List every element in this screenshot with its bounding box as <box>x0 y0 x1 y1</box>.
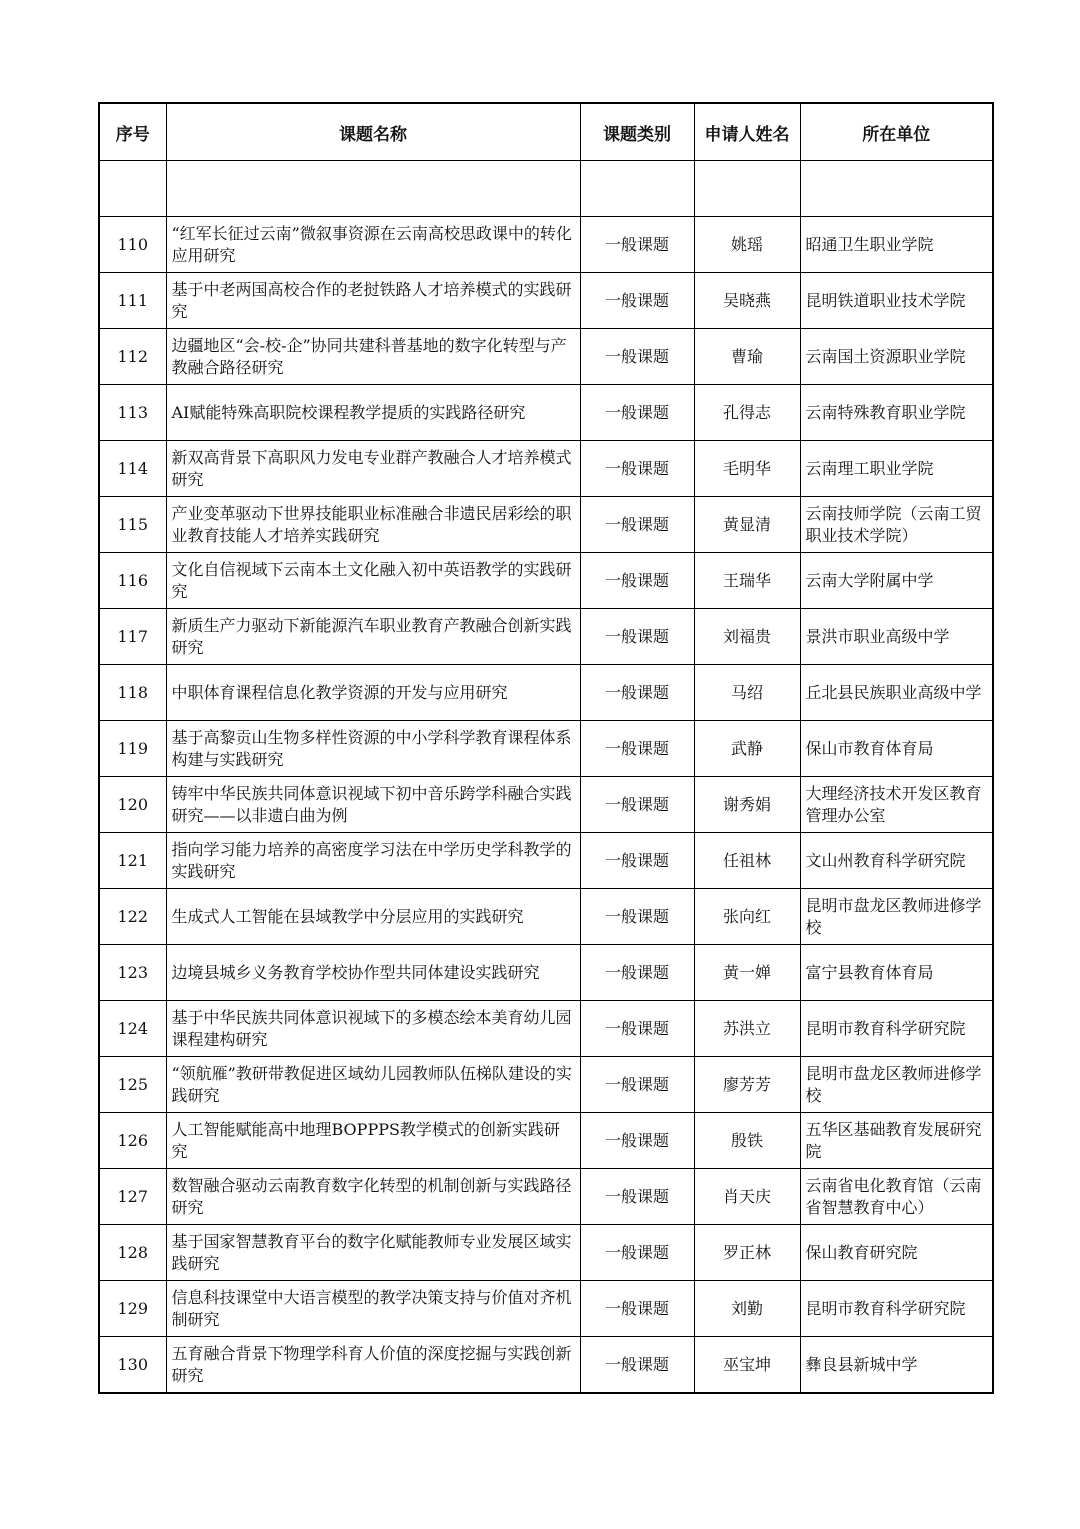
cell-seq: 119 <box>99 721 166 777</box>
cell-category: 一般课题 <box>580 553 694 609</box>
cell-unit: 五华区基础教育发展研究院 <box>800 1113 993 1169</box>
cell-category: 一般课题 <box>580 889 694 945</box>
table-row <box>99 1169 993 1225</box>
blank-cell <box>99 161 166 217</box>
table-row <box>99 1225 993 1281</box>
cell-category: 一般课题 <box>580 1281 694 1337</box>
table-row <box>99 1337 993 1394</box>
cell-category: 一般课题 <box>580 777 694 833</box>
cell-seq: 113 <box>99 385 166 441</box>
table-header-row <box>99 103 993 161</box>
cell-category: 一般课题 <box>580 1057 694 1113</box>
cell-title: 铸牢中华民族共同体意识视域下初中音乐跨学科融合实践研究——以非遗白曲为例 <box>166 777 580 833</box>
cell-applicant: 苏洪立 <box>694 1001 800 1057</box>
cell-seq: 125 <box>99 1057 166 1113</box>
cell-unit: 保山教育研究院 <box>800 1225 993 1281</box>
cell-unit: 云南技师学院（云南工贸职业技术学院） <box>800 497 993 553</box>
header-title: 课题名称 <box>166 103 580 161</box>
cell-title: 生成式人工智能在县域教学中分层应用的实践研究 <box>166 889 580 945</box>
cell-applicant: 刘福贵 <box>694 609 800 665</box>
cell-applicant: 廖芳芳 <box>694 1057 800 1113</box>
cell-title: 边境县城乡义务教育学校协作型共同体建设实践研究 <box>166 945 580 1001</box>
cell-title: 五育融合背景下物理学科育人价值的深度挖掘与实践创新研究 <box>166 1337 580 1394</box>
cell-title: “领航雁”教研带教促进区域幼儿园教师队伍梯队建设的实践研究 <box>166 1057 580 1113</box>
blank-cell <box>580 161 694 217</box>
table-row <box>99 1281 993 1337</box>
table-row <box>99 1057 993 1113</box>
blank-cell <box>800 161 993 217</box>
cell-applicant: 吴晓燕 <box>694 273 800 329</box>
cell-seq: 114 <box>99 441 166 497</box>
cell-title: 基于中华民族共同体意识视域下的多模态绘本美育幼儿园课程建构研究 <box>166 1001 580 1057</box>
cell-category: 一般课题 <box>580 1169 694 1225</box>
cell-unit: 保山市教育体育局 <box>800 721 993 777</box>
table-row <box>99 665 993 721</box>
cell-unit: 大理经济技术开发区教育管理办公室 <box>800 777 993 833</box>
cell-title: 信息科技课堂中大语言模型的教学决策支持与价值对齐机制研究 <box>166 1281 580 1337</box>
cell-seq: 127 <box>99 1169 166 1225</box>
cell-seq: 112 <box>99 329 166 385</box>
cell-unit: 云南大学附属中学 <box>800 553 993 609</box>
cell-category: 一般课题 <box>580 833 694 889</box>
cell-unit: 云南特殊教育职业学院 <box>800 385 993 441</box>
cell-title: 产业变革驱动下世界技能职业标准融合非遗民居彩绘的职业教育技能人才培养实践研究 <box>166 497 580 553</box>
cell-category: 一般课题 <box>580 1225 694 1281</box>
table-row <box>99 889 993 945</box>
cell-seq: 118 <box>99 665 166 721</box>
cell-applicant: 马绍 <box>694 665 800 721</box>
cell-unit: 文山州教育科学研究院 <box>800 833 993 889</box>
cell-seq: 122 <box>99 889 166 945</box>
cell-category: 一般课题 <box>580 329 694 385</box>
cell-title: AI赋能特殊高职院校课程教学提质的实践路径研究 <box>166 385 580 441</box>
cell-applicant: 罗正林 <box>694 1225 800 1281</box>
cell-seq: 117 <box>99 609 166 665</box>
table-row <box>99 217 993 273</box>
cell-unit: 富宁县教育体育局 <box>800 945 993 1001</box>
cell-seq: 121 <box>99 833 166 889</box>
cell-applicant: 曹瑜 <box>694 329 800 385</box>
table-row <box>99 833 993 889</box>
cell-category: 一般课题 <box>580 385 694 441</box>
cell-unit: 昆明市盘龙区教师进修学校 <box>800 889 993 945</box>
cell-title: “红军长征过云南”微叙事资源在云南高校思政课中的转化应用研究 <box>166 217 580 273</box>
cell-seq: 120 <box>99 777 166 833</box>
table-row <box>99 273 993 329</box>
cell-category: 一般课题 <box>580 945 694 1001</box>
table-row <box>99 945 993 1001</box>
cell-applicant: 肖天庆 <box>694 1169 800 1225</box>
cell-category: 一般课题 <box>580 665 694 721</box>
cell-title: 文化自信视域下云南本土文化融入初中英语教学的实践研究 <box>166 553 580 609</box>
cell-applicant: 姚瑶 <box>694 217 800 273</box>
table-row <box>99 609 993 665</box>
table-row <box>99 441 993 497</box>
cell-title: 人工智能赋能高中地理BOPPPS教学模式的创新实践研究 <box>166 1113 580 1169</box>
cell-title: 指向学习能力培养的高密度学习法在中学历史学科教学的实践研究 <box>166 833 580 889</box>
blank-row <box>99 161 993 217</box>
cell-seq: 123 <box>99 945 166 1001</box>
blank-cell <box>694 161 800 217</box>
header-applicant: 申请人姓名 <box>694 103 800 161</box>
cell-unit: 彝良县新城中学 <box>800 1337 993 1394</box>
cell-category: 一般课题 <box>580 441 694 497</box>
cell-applicant: 毛明华 <box>694 441 800 497</box>
cell-applicant: 巫宝坤 <box>694 1337 800 1394</box>
table-row <box>99 1001 993 1057</box>
cell-seq: 124 <box>99 1001 166 1057</box>
cell-seq: 111 <box>99 273 166 329</box>
cell-seq: 116 <box>99 553 166 609</box>
cell-seq: 130 <box>99 1337 166 1394</box>
cell-title: 数智融合驱动云南教育数字化转型的机制创新与实践路径研究 <box>166 1169 580 1225</box>
cell-category: 一般课题 <box>580 497 694 553</box>
table-row <box>99 497 993 553</box>
header-seq: 序号 <box>99 103 166 161</box>
header-unit: 所在单位 <box>800 103 993 161</box>
cell-unit: 昆明铁道职业技术学院 <box>800 273 993 329</box>
cell-seq: 129 <box>99 1281 166 1337</box>
cell-seq: 128 <box>99 1225 166 1281</box>
cell-seq: 126 <box>99 1113 166 1169</box>
header-category: 课题类别 <box>580 103 694 161</box>
cell-applicant: 殷铁 <box>694 1113 800 1169</box>
cell-applicant: 王瑞华 <box>694 553 800 609</box>
blank-cell <box>166 161 580 217</box>
cell-title: 基于国家智慧教育平台的数字化赋能教师专业发展区域实践研究 <box>166 1225 580 1281</box>
table-row <box>99 553 993 609</box>
table-row <box>99 329 993 385</box>
cell-unit: 景洪市职业高级中学 <box>800 609 993 665</box>
cell-seq: 115 <box>99 497 166 553</box>
cell-title: 新质生产力驱动下新能源汽车职业教育产教融合创新实践研究 <box>166 609 580 665</box>
table-row <box>99 1113 993 1169</box>
cell-applicant: 武静 <box>694 721 800 777</box>
cell-applicant: 黄显清 <box>694 497 800 553</box>
cell-category: 一般课题 <box>580 609 694 665</box>
cell-unit: 昆明市教育科学研究院 <box>800 1001 993 1057</box>
cell-unit: 昭通卫生职业学院 <box>800 217 993 273</box>
cell-category: 一般课题 <box>580 273 694 329</box>
cell-applicant: 孔得志 <box>694 385 800 441</box>
cell-category: 一般课题 <box>580 1337 694 1394</box>
cell-applicant: 刘勤 <box>694 1281 800 1337</box>
cell-title: 边疆地区“会-校-企”协同共建科普基地的数字化转型与产教融合路径研究 <box>166 329 580 385</box>
table-row <box>99 777 993 833</box>
cell-unit: 昆明市盘龙区教师进修学校 <box>800 1057 993 1113</box>
cell-unit: 昆明市教育科学研究院 <box>800 1281 993 1337</box>
table-row <box>99 385 993 441</box>
cell-category: 一般课题 <box>580 721 694 777</box>
cell-category: 一般课题 <box>580 1001 694 1057</box>
table-row <box>99 721 993 777</box>
cell-unit: 云南国土资源职业学院 <box>800 329 993 385</box>
cell-category: 一般课题 <box>580 217 694 273</box>
project-table <box>98 102 994 1394</box>
cell-applicant: 黄一婵 <box>694 945 800 1001</box>
cell-unit: 云南省电化教育馆（云南省智慧教育中心） <box>800 1169 993 1225</box>
cell-title: 基于高黎贡山生物多样性资源的中小学科学教育课程体系构建与实践研究 <box>166 721 580 777</box>
cell-title: 新双高背景下高职风力发电专业群产教融合人才培养模式研究 <box>166 441 580 497</box>
cell-applicant: 任祖林 <box>694 833 800 889</box>
cell-unit: 云南理工职业学院 <box>800 441 993 497</box>
cell-applicant: 张向红 <box>694 889 800 945</box>
cell-seq: 110 <box>99 217 166 273</box>
cell-title: 中职体育课程信息化教学资源的开发与应用研究 <box>166 665 580 721</box>
cell-applicant: 谢秀娟 <box>694 777 800 833</box>
cell-category: 一般课题 <box>580 1113 694 1169</box>
cell-title: 基于中老两国高校合作的老挝铁路人才培养模式的实践研究 <box>166 273 580 329</box>
cell-unit: 丘北县民族职业高级中学 <box>800 665 993 721</box>
